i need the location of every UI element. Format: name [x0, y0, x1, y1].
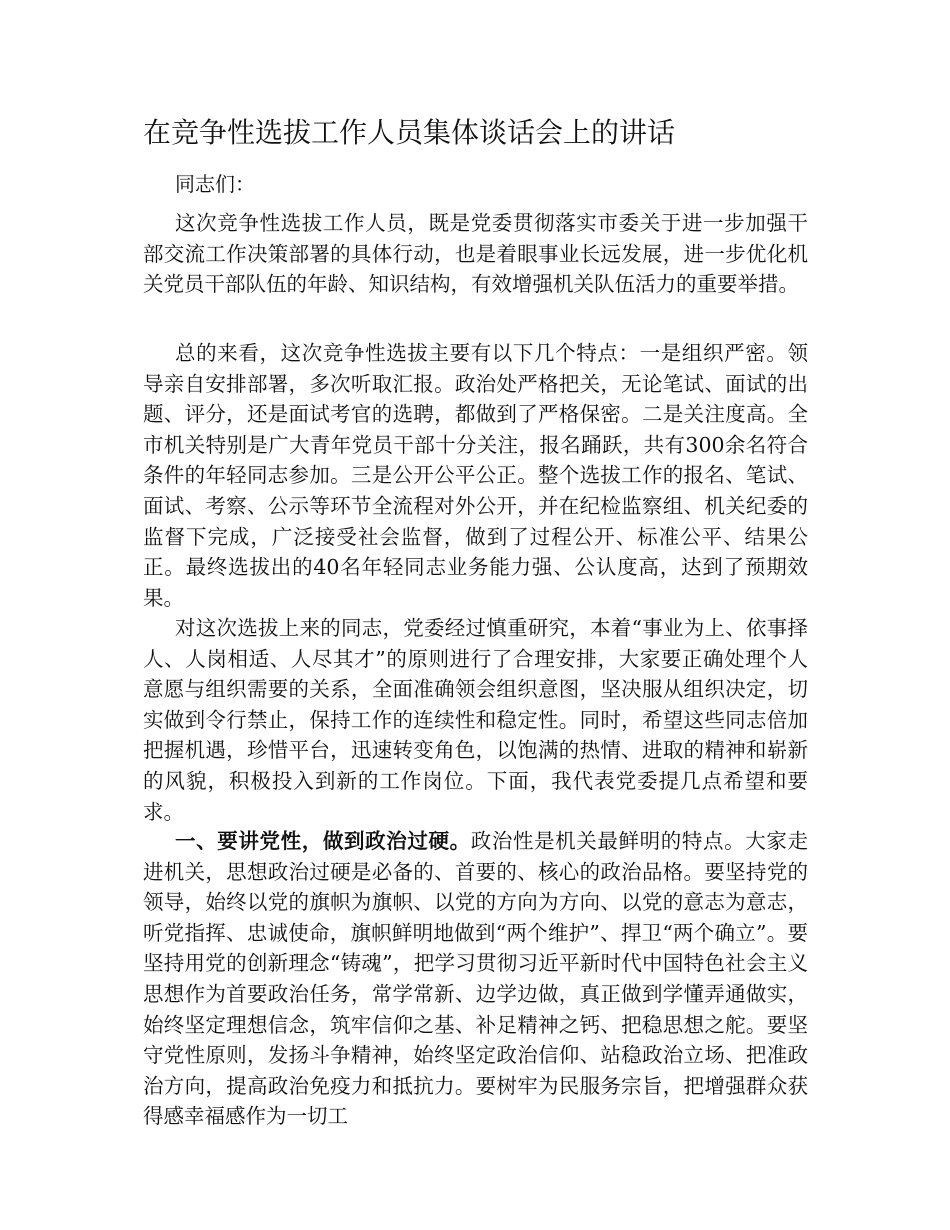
paragraph-4: [143, 826, 808, 1132]
paragraph-1: [143, 208, 808, 300]
paragraph-2: [143, 338, 808, 613]
paragraph-3: [143, 613, 808, 827]
paragraph-text: 政治性是机关最鲜明的特点。大家走进机关，思想政治过硬是必备的、首要的、核心的政治品格。要坚持党的领导，始终以党的旗帜为旗帜、以党的方向为方向、以党的意志为意志，听党指挥、忠诚使命，旗帜鲜明地做到“两个维护”、捍卫“两个确立”。要坚持用党的创新理念“铸魂”，把学习贯彻习近平新时代中国特色社会主义思想作为首要政治任务，常学常新、边学边做，真正做到学懂弄通做实，始终坚定理想信念，筑牢信仰之基、补足精神之钙、把稳思想之舵。要坚守党性原则，发扬斗争精神，始终坚定政治信仰、站稳政治立场、把准政治方向，提高政治免疫力和抵抗力。要树牢为民服务宗旨，把增强群众获得感幸福感作为一切工: [143, 829, 809, 1129]
paragraph-text: 这次竞争性选拔工作人员，既是党委贯彻落实市委关于进一步加强干部交流工作决策部署的具体行动，也是着眼事业长远发展，进一步优化机关党员干部队伍的年龄、知识结构，有效增强机关队伍活力的重要举措。: [143, 211, 808, 297]
paragraph-text: 对这次选拔上来的同志，党委经过慎重研究，本着“事业为上、依事择人、人岗相适、人尽其才”的原则进行了合理安排，大家要正确处理个人意愿与组织需要的关系，全面准确领会组织意图，坚决服从组织决定，切实做到令行禁止，保持工作的连续性和稳定性。同时，希望这些同志倍加把握机遇，珍惜平台，迅速转变角色，以饱满的热情、进取的精神和崭新的风貌，积极投入到新的工作岗位。下面，我代表党委提几点希望和要求。: [143, 616, 808, 824]
section-heading-1: 一、要讲党性，做到政治过硬。: [175, 829, 471, 853]
document-title: 在竞争性选拔工作人员集体谈话会上的讲话: [143, 116, 676, 149]
salutation: 同志们：: [175, 172, 255, 196]
paragraph-text: 总的来看，这次竞争性选拔主要有以下几个特点：一是组织严密。领导亲自安排部署，多次听取汇报。政治处严格把关，无论笔试、面试的出题、评分，还是面试考官的选聘，都做到了严格保密。二是关注度高。全市机关特别是广大青年党员干部十分关注，报名踊跃，共有300余名符合条件的年轻同志参加。三是公开公平公正。整个选拔工作的报名、笔试、面试、考察、公示等环节全流程对外公开，并在纪检监察组、机关纪委的监督下完成，广泛接受社会监督，做到了过程公开、标准公平、结果公正。最终选拔出的40名年轻同志业务能力强、公认度高，达到了预期效果。: [143, 341, 808, 610]
